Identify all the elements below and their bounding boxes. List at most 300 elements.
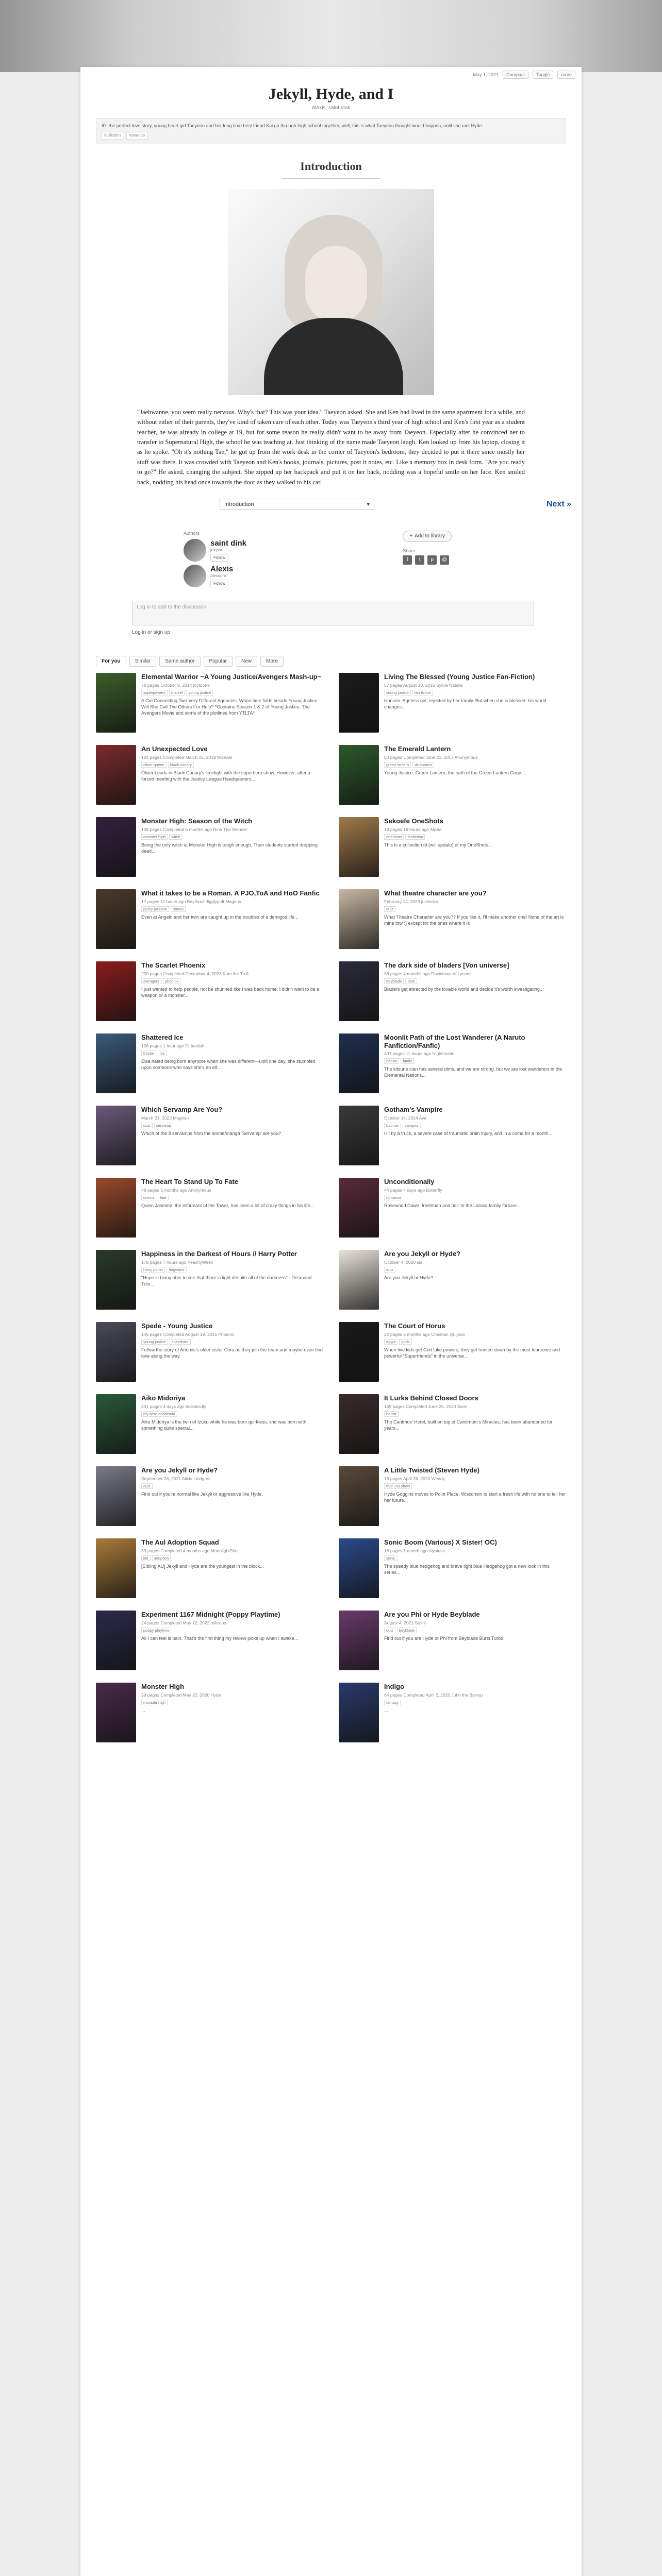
list-item[interactable] [339,1394,566,1454]
list-item-description: When five kids get God Like powers, they get hunted down by the most fearsome and powerful "Superfriends" in the universe... [384,1347,560,1359]
tag[interactable]: horror [384,1411,399,1417]
list-item[interactable] [96,1538,323,1598]
authors-section [184,531,452,587]
list-item-body [141,1178,323,1238]
tag[interactable]: quiz [384,1267,395,1273]
list-item-title[interactable]: Shattered Ice [141,1033,184,1041]
author-name[interactable]: saint dink [210,538,247,548]
tag[interactable]: naruto [384,1058,399,1064]
list-item-meta: February 14, 2023 justkeiko [384,899,438,904]
compact-button[interactable]: Compact [503,71,528,79]
story-cover[interactable] [96,817,136,877]
tag[interactable]: beyblade [384,978,404,984]
tag[interactable]: roman [171,906,186,912]
list-item-description: Find out if you're normal like Jekyll or aggressive like Hyde. [141,1491,263,1497]
tag[interactable]: young justice [141,1339,168,1345]
list-item-title[interactable]: Elemental Warrior ~A Young Justice/Avengers Mash-up~ [141,672,322,681]
story-tag[interactable]: romance [126,132,147,140]
list-item-meta: 250 pages Completed December 4, 2023 Kato the Troll [141,971,249,976]
list-item-meta: 24 pages Completed May 12, 2022 mikrobo [141,1620,226,1625]
pinterest-icon[interactable]: p [427,555,437,565]
list-item[interactable] [96,1683,323,1742]
list-item-description: ... [141,1707,145,1713]
follow-button[interactable]: Follow [210,554,228,562]
list-item[interactable] [96,817,323,877]
list-item-description: Even at Angelo and her twin are caught up in the troubles of a demigod life... [141,914,299,920]
list-item-meta: 178 pages 7 hours ago PeachyWeen [141,1259,213,1265]
story-cover[interactable] [96,1250,136,1310]
story-cover[interactable] [339,1178,379,1238]
list-item-tags [384,1555,566,1561]
list-item-meta: August 4, 2021 Sushi [384,1620,426,1625]
list-item-tags [141,978,323,984]
tag[interactable]: superpowers [141,690,168,696]
list-item-title[interactable]: The dark side of bladers [Von universe] [384,961,509,969]
story-cover[interactable] [96,1178,136,1238]
list-item-body [141,889,323,949]
tag[interactable]: gods [399,1339,411,1345]
chapter-select-value: Introduction [224,501,254,507]
list-item-description: The kitsune clan has several dims, and we are strong, but we are lost wanderers in the Elemental Nations... [384,1066,562,1078]
list-item[interactable] [339,961,566,1021]
list-item-title[interactable]: Are you Jekyll or Hyde? [384,1249,461,1258]
tag[interactable]: my hero academia [141,1411,177,1417]
tag[interactable]: quiz [141,1483,153,1489]
list-item-description: Are you Jekyll or Hyde? [384,1275,434,1280]
list-item[interactable] [339,1538,566,1598]
tag[interactable]: egypt [384,1339,398,1345]
tag[interactable]: adoption [152,1555,171,1561]
list-item-meta: 17 pages 11 hours ago Beythree Jigglypuff Magnus [141,899,241,904]
tag[interactable]: quiz [384,906,395,912]
list-item-meta: 48 pages 5 months ago Anonymous [141,1187,211,1193]
list-item[interactable] [339,673,566,733]
tag[interactable]: that 70s show [384,1483,412,1489]
avatar[interactable] [184,539,206,562]
list-item[interactable] [339,1611,566,1670]
list-item[interactable] [96,889,323,949]
avatar[interactable] [184,565,206,587]
list-item-tags [141,1555,323,1561]
story-cover[interactable] [339,1106,379,1165]
story-cover[interactable] [339,1322,379,1382]
list-item-tags [384,978,566,984]
list-item-title[interactable]: Are you Phi or Hyde Beyblade [384,1610,480,1618]
list-item-body [384,1538,566,1598]
list-item-tags [141,1267,323,1273]
list-item-title[interactable]: The Heart To Stand Up To Fate [141,1177,239,1185]
list-item-tags [141,1700,323,1705]
chapter-image [228,189,434,395]
list-item[interactable] [339,1322,566,1382]
list-item-description: ... [384,1707,388,1713]
list-item-tags [384,1058,566,1064]
list-item-title[interactable]: Monster High [141,1682,185,1690]
tag[interactable]: oneshots [384,834,404,840]
list-item[interactable] [96,1466,323,1526]
list-item-body [384,1322,566,1382]
tag[interactable]: fantasy [384,1700,401,1705]
tag[interactable]: monster high [141,834,168,840]
facebook-icon[interactable]: f [403,555,412,565]
tag[interactable]: dc comics [412,762,434,768]
next-chapter-link[interactable]: Next » [546,499,571,509]
tag[interactable]: dark [405,978,417,984]
list-item[interactable] [339,745,566,805]
tag[interactable]: hogwarts [167,1267,186,1273]
story-cover[interactable] [339,1250,379,1310]
list-item-description: A Girl Connecting Two Very Different Agencies: When time folds beside Young Justice. Will She Call The Others For Help? *Contains Season 1 & 2 of Young Justice, The Avengers Movie and some of the plotlines from YTLTA* [141,698,319,716]
list-item-meta: 18 pages 1 month ago Alysiuse [384,1548,445,1553]
story-tags [102,132,560,140]
list-item-body [141,1538,323,1598]
list-item[interactable] [96,1250,323,1310]
list-item-meta: 149 pages Completed June 20, 2020 Sami [384,1403,468,1409]
list-item-tags [141,1195,323,1200]
list-item-meta: 19 pages April 26, 2020 Wendy [384,1476,445,1481]
author-name[interactable]: Alexis [210,564,234,573]
list-item-body [141,961,323,1021]
list-item-body [384,1250,566,1310]
story-tag[interactable]: fanfiction [102,132,123,140]
list-item-tags [384,1483,566,1489]
list-item[interactable] [339,1466,566,1526]
comment-input[interactable]: Log in to add to the discussion [132,601,534,625]
list-item-title[interactable]: Sekoefe OneShots [384,817,443,825]
list-item-title[interactable]: What it takes to be a Roman. A PJO,ToA and HoO Fanfic [141,889,320,897]
list-item-title[interactable]: An Unexpected Love [141,744,208,753]
list-item-title[interactable]: Living The Blessed (Young Justice Fan-Fiction) [384,672,535,681]
list-item-description: Bladers get attracted by the lovable world and decide it's worth investigating... [384,986,544,992]
list-item-description: Which of the 8 servamps from the anime/manga 'Servamp' are you? [141,1130,282,1136]
tag[interactable]: batman [384,1123,401,1128]
list-item-meta: 39 pages Completed May 22, 2020 Hyde [141,1692,221,1698]
list-item-body [384,745,566,805]
list-item-tags [384,762,566,768]
list-item-body [384,1178,566,1238]
email-icon[interactable]: @ [440,555,449,565]
list-item[interactable] [96,961,323,1021]
list-item-tags [384,1339,566,1345]
list-item-title[interactable]: What theatre character are you? [384,889,487,897]
list-item-meta: 78 pages October 8, 2014 joytdone [141,682,210,688]
tag[interactable]: oliver queen [141,762,167,768]
tag[interactable]: fan fiction [412,690,433,696]
story-cover[interactable] [339,961,379,1021]
list-item-meta: October 14, 2014 Ava [384,1115,427,1121]
tag[interactable]: quiz [384,1628,395,1633]
chapter-select[interactable] [220,499,374,510]
list-item-title[interactable]: Monster High: Season of the Witch [141,817,253,825]
tag[interactable]: vampire [403,1123,421,1128]
list-item-meta: 407 pages 11 hours ago Nightshade [384,1051,455,1057]
list-item-tags [141,1339,323,1345]
list-item-meta: 146 pages Completed August 19, 2016 Phoenix [141,1331,235,1337]
story-page [80,67,582,2576]
list-item-tags [141,762,323,768]
tag[interactable]: young justice [384,690,411,696]
list-item-title[interactable]: The Scarlet Phoenix [141,961,206,969]
list-item-meta: 108 pages Completed 5 months ago Rina The Wonder [141,826,247,832]
list-item-title[interactable]: Spede - Young Justice [141,1321,213,1330]
list-item[interactable] [96,673,323,733]
list-item-tags [141,1483,323,1489]
list-item-title[interactable]: The Emerald Lantern [384,744,451,753]
list-item-body [384,1466,566,1526]
story-cover[interactable] [96,1033,136,1093]
story-cover[interactable] [339,1466,379,1526]
story-cover[interactable] [339,673,379,733]
tag[interactable]: young justice [186,690,213,696]
author-handle: jekyim [210,547,222,552]
tab-similar[interactable]: Similar [129,656,157,667]
story-cover[interactable] [339,1033,379,1093]
list-item-description: Elsa hated being born anymore when she was different—until one day, she stumbled upon someone who says she's an elf... [141,1058,316,1070]
tag[interactable]: poppy playtime [141,1628,171,1633]
list-item-tags [141,834,323,840]
list-item-tags [141,1050,323,1056]
list-item-meta: 33 pages Completed 4 months ago MoonlightShot [141,1548,239,1553]
tag[interactable]: speedster [170,1339,191,1345]
tag[interactable]: marvel [169,690,185,696]
list-item-body [141,1611,323,1670]
list-item[interactable] [96,1033,323,1093]
list-item-description: Hansen. Ageless girl, rejected by her family. But when she is blessed, his world changes... [384,698,547,709]
summary-text: It's the perfect love story, young heart girl Taeyeon and her long time best friend Kai go through high school together, well, this is what Taeyeon thought would happen, until she met Hyde. [102,123,484,128]
tag[interactable]: fate [158,1195,169,1200]
list-item-description: [Sibling AU] Jekyll and Hyde are the youngest in the block... [141,1563,264,1569]
list-item-body [384,961,566,1021]
list-item-title[interactable]: Indigo [384,1682,404,1690]
story-cover[interactable] [96,1394,136,1454]
chapter-navigation [220,499,571,510]
list-item-tags [141,1123,323,1128]
tag[interactable]: quiz [141,1123,153,1128]
list-item-description: Young Justice, Green Lantern, the oath of the Green Lantern Corps... [384,770,526,775]
list-item-tags [384,1267,566,1273]
list-item-tags [141,906,323,912]
add-to-library-button[interactable] [403,531,452,542]
share-label: Share [403,548,416,553]
list-item-tags [141,1411,323,1417]
list-item-description: Being the only witch at Monster High is tough enough. Then students started dropping dead... [141,842,318,854]
list-item-body [141,1466,323,1526]
list-item-description: Hit by a truck, a severe case of traumatic brain injury, and in a coma for a month... [384,1130,552,1136]
story-cover[interactable] [96,745,136,805]
tag[interactable]: servamp [154,1123,173,1128]
author-card[interactable] [184,539,246,562]
list-item-body [141,1250,323,1310]
story-cover[interactable] [96,1106,136,1165]
list-item[interactable] [96,1322,323,1382]
list-item[interactable] [339,1683,566,1742]
list-item-body [384,1106,566,1165]
list-item[interactable] [96,1611,323,1670]
list-item-title[interactable]: Moonlit Path of the Lost Wanderer (A Naruto Fanfiction/Fanfic) [384,1033,525,1049]
list-item-body [384,817,566,877]
list-item-meta: March 21, 2022 Meghan [141,1115,189,1121]
list-item-body [141,1322,323,1382]
list-item[interactable] [96,1178,323,1238]
chapter-title: Introduction [300,159,362,173]
list-item-body [384,1611,566,1670]
authors-label: Authors [184,530,200,536]
list-item-body [141,1683,323,1742]
story-summary [96,118,566,144]
chapter-paragraph: "Jaehwanne, you seem really nervous. Why's that? This was your idea." Taeyeon asked. She and Ken had lived in the same apartment for a while, and without either of their parents, they've kind of taken care of each other. Today was Taeyeon's third year of high school and Ken's first year as a student teacher, he was already in college at 19, but for some reason he really didn't want to be away from Taeyeon. Especially after he convinced her to transfer to Supernatural High, the school he was teaching at. Just thinking of the name made Taeyeon laugh. Ken looked up from his laptop, closing it as he spoke. "Oh it's nothing Tae," he got up from the work desk in the corner of Taeyeon's bedroom, they decided to put it there since mostly her stuff was there. It was crowded with Taeyeon and Ken's books, journals, pictures, post it notes, etc. Like a memory box in desk form. "Are you ready to go?" He asked, changing the subject. She zipped up her backpack and put it on her back, nodding was a hopeful smile on her face. Ken smiled back, nodding his head once towards the door as they walked to his car. [137,408,525,486]
list-item-title[interactable]: Gotham's Vampire [384,1105,443,1113]
list-item-tags [384,906,566,912]
list-item[interactable] [339,1106,566,1165]
list-item[interactable] [339,1250,566,1310]
tag[interactable]: green lantern [384,762,411,768]
list-item-description: The speedy blue hedgehog and brave light blue Hedgehog got a new look in this series... [384,1563,550,1575]
list-item[interactable] [339,889,566,949]
list-item-title[interactable]: It Lurks Behind Closed Doors [384,1394,478,1402]
tag[interactable]: sonic [384,1555,398,1561]
list-item-description: The Cantmos' Hotel, built on top of Cantimum's Miracles, has been abandoned for years... [384,1419,553,1431]
list-item-tags [384,1123,566,1128]
list-item-title[interactable]: Which Servamp Are You? [141,1105,223,1113]
story-cover[interactable] [339,745,379,805]
list-item-body [141,673,323,733]
list-item-description: Quinn Jasmine, the informant of the Tower, has seen a lot of crazy things in his life... [141,1202,315,1208]
author-card[interactable] [184,565,246,587]
story-cover[interactable] [96,1466,136,1526]
tag[interactable]: witch [169,834,182,840]
list-item-meta: 156 pages 1 hour ago Dr.bardah [141,1043,205,1048]
tab-same-author[interactable]: Same author [159,656,200,667]
recommendation-tabs [96,656,582,667]
list-item-tags [384,1628,566,1633]
list-item-tags [384,834,566,840]
list-item-meta: October 4, 2020 sia [384,1259,423,1265]
list-item[interactable] [96,1394,323,1454]
list-item-meta: 104 pages Completed March 15, 2019 Michael [141,754,233,760]
tag[interactable]: avengers [141,978,161,984]
list-item-body [384,1394,566,1454]
tab-popular[interactable]: Popular [204,656,233,667]
list-item-description: Oliver Leads in Black Canary's limelight with the superhero show. However, after a forced meeting with the Justice League Headquarters... [141,770,310,782]
story-date: May 1, 2021 [473,72,499,77]
list-item-body [141,1394,323,1454]
story-cover[interactable] [96,673,136,733]
list-item-title[interactable]: Are you Jekyll or Hyde? [141,1466,218,1474]
tag[interactable]: harry potter [141,1267,165,1273]
tab-new[interactable]: New [236,656,257,667]
tag[interactable]: drama [141,1195,156,1200]
list-item-body [141,817,323,877]
list-item-description: Hyde Goggins moves to Point Place, Wisconsin to start a fresh life with no one to tell her her future... [384,1491,566,1503]
list-item-body [384,673,566,733]
follow-button[interactable]: Follow [210,580,228,587]
list-item[interactable] [339,1033,566,1093]
tag[interactable]: black canary [168,762,194,768]
story-cover[interactable] [339,1611,379,1670]
list-item-body [141,745,323,805]
list-item-title[interactable]: Unconditionally [384,1177,435,1185]
list-item-title[interactable]: Aiko Midoriya [141,1394,186,1402]
story-cover[interactable] [96,961,136,1021]
list-item-body [141,1106,323,1165]
story-cover[interactable] [339,889,379,949]
story-cover[interactable] [96,1538,136,1598]
story-cover[interactable] [96,1322,136,1382]
story-author-line[interactable]: Alexis, saint dink [311,105,351,111]
list-item-meta: 19 pages 19 hours ago Alyzia [384,826,442,832]
tag[interactable]: romance [384,1195,403,1200]
tab-for-you[interactable]: For you [96,656,126,667]
story-title: Jekyll, Hyde, and I [268,86,394,103]
list-item-description: What Theatre Character are you?? If you like it, I'll make another one! None of the art is mine btw :) except for the ones where it is [384,914,564,926]
list-item-title[interactable]: The Aul Adoption Squad [141,1538,219,1546]
tag[interactable]: fanfiction [405,834,425,840]
toggle-button[interactable]: Toggle [533,71,554,79]
list-item-meta: September 26, 2021 Alicia Lindgren [141,1476,211,1481]
list-item-tags [141,690,323,696]
author-handle: alexopru [210,573,226,578]
story-cover[interactable] [96,1611,136,1670]
tag[interactable]: phoenix [163,978,180,984]
list-item[interactable] [339,817,566,877]
story-cover[interactable] [96,889,136,949]
tab-more[interactable]: More [260,656,284,667]
list-item[interactable] [96,1106,323,1165]
list-item-description: Find out if you are Hyde or Phi from Beyblade Burst Turbo! [384,1635,505,1641]
tag[interactable]: ice [158,1050,167,1056]
story-cover[interactable] [339,817,379,877]
list-item-meta: 84 pages Completed April 2, 2020 John the Bishop [384,1692,483,1698]
story-cover[interactable] [339,1394,379,1454]
share-icons [403,555,452,565]
list-item-meta: 50 pages Completed June 21, 2017 Anonymous [384,754,478,760]
list-item-description: Follow the story of Artemis's older sister Cora as they join the team and maybe even find love along the way. [141,1347,323,1359]
add-to-library-label: Add to library [415,533,445,539]
tag[interactable]: beyblade [397,1628,417,1633]
comment-login-link[interactable]: Log in or sign up [132,629,170,635]
list-item-description: This is a collection of (will update) of my OneShots... [384,842,492,848]
list-item-title[interactable]: Sonic Boom (Various) X Sister! OC) [384,1538,497,1546]
list-item[interactable] [339,1178,566,1238]
list-item-title[interactable]: Happiness in the Darkest of Hours // Harry Potter [141,1249,297,1258]
story-cover[interactable] [339,1538,379,1598]
tag[interactable]: frozen [141,1050,156,1056]
story-topbar [80,67,582,82]
tag[interactable]: monster high [141,1700,168,1705]
chevron-down-icon: ▾ [367,501,370,508]
list-item-title[interactable]: A Little Twisted (Steven Hyde) [384,1466,479,1474]
list-item-description: I just wanted to help people, not be shunned like I was back home. I didn't want to be a weapon or a monster... [141,986,320,998]
more-button[interactable]: more [557,71,575,79]
list-item-body [141,1033,323,1093]
list-item-description: Rosewood Dawn, freshman and heir to the Larosa family fortune... [384,1202,521,1208]
tag[interactable]: percy jackson [141,906,169,912]
story-cover[interactable] [339,1683,379,1742]
list-item[interactable] [96,745,323,805]
story-cover[interactable] [96,1683,136,1742]
tag[interactable]: fanfic [401,1058,414,1064]
list-item-tags [384,1195,566,1200]
tag[interactable]: kid [141,1555,151,1561]
list-item-description: "Hope is being able to see that there is light despite all of the darkness" - Desmond Tutu... [141,1275,312,1286]
list-item-title[interactable]: Experiment 1167 Midnight (Poppy Playtime) [141,1610,280,1618]
list-item-meta: 22 pages 5 months ago Christian Quijano [384,1331,465,1337]
chapter-divider [282,178,380,179]
twitter-icon[interactable]: t [415,555,424,565]
list-item-meta: 57 pages August 10, 2016 Sylvie Natalie [384,682,463,688]
list-item-title[interactable]: The Court of Horus [384,1321,445,1330]
list-item-body [384,1683,566,1742]
